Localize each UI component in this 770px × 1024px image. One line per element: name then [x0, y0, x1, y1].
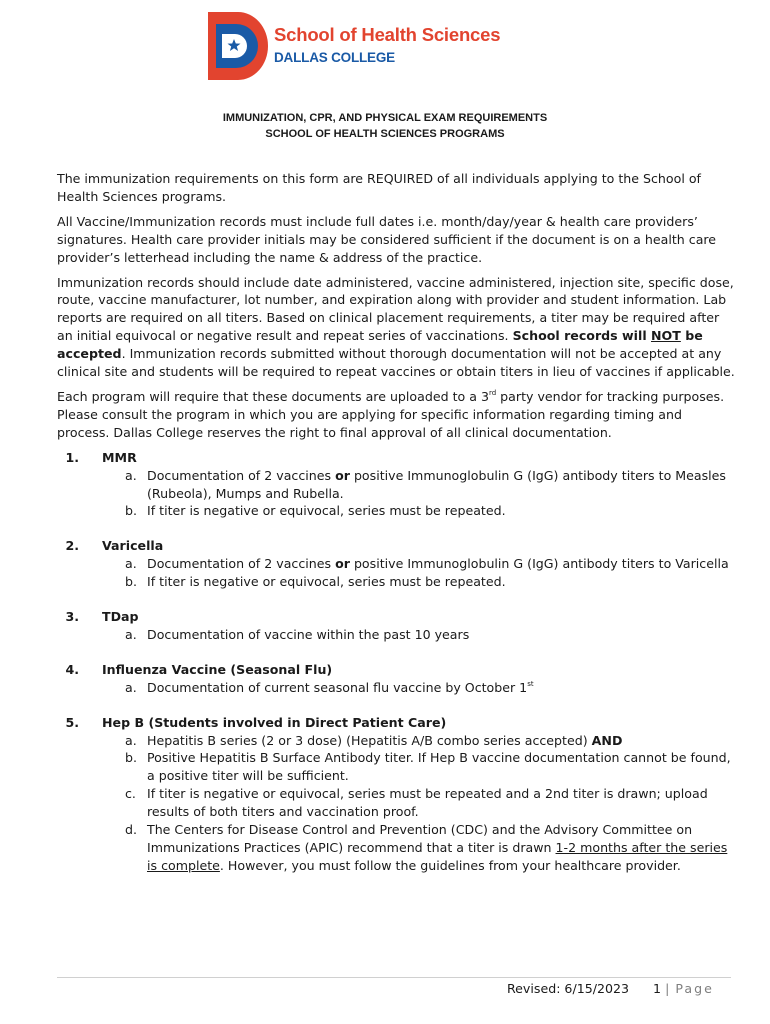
intro-paragraph: The immunization requirements on this form are REQUIRED of all individuals applying to the School of Health Sciences programs. — [57, 171, 701, 204]
requirement-hep-b: 5. Hep B (Students involved in Direct Patient Care) a. Hepatitis B series (2 or 3 dose) (Hepatitis A/B combo series accepted) AND b. Positive Hepatitis B Surface Antibody titer. If Hep B vaccine documentation cannot be found, a positive titer will be sufficient. c. If titer is negative or equivocal, series must be repeated and a 2nd titer is drawn; upload results of both titers and vaccination proof. d. The Centers for Disease Control and Prevention (CDC) and the Advisory Committee on Immunizations Practices (APIC) recommend that a titer is drawn 1-2 months after the series is complete. However, you must follow the guidelines from your healthcare provider. — [57, 714, 737, 875]
requirement-tdap: 3. TDap a. Documentation of vaccine within the past 10 years — [57, 608, 737, 644]
logo-title: School of Health Sciences — [274, 24, 501, 45]
page-number: 1 — [653, 981, 662, 996]
document-subtitle: SCHOOL OF HEALTH SCIENCES PROGRAMS — [265, 128, 505, 140]
requirement-detail: a. Documentation of vaccine within the past 10 years — [125, 626, 470, 642]
requirement-title: MMR — [102, 449, 137, 465]
requirement-influenza: 4. Influenza Vaccine (Seasonal Flu) a. Documentation of current seasonal flu vaccine by October 1st — [57, 661, 737, 697]
requirement-detail: b. Positive Hepatitis B Surface Antibody titer. If Hep B vaccine documentation cannot be found, a positive titer will be sufficient. — [125, 750, 731, 784]
logo-subtitle: DALLAS COLLEGE — [274, 50, 395, 65]
documentation-paragraph: Immunization records should include date administered, vaccine administered, injection site, specific dose, route, vaccine manufacturer, lot number, and expiration along with provider and student information. Lab reports are required on all titers. Based on clinical placement requirements, a titer may be required after an initial equivocal or negative result and repeat series of vaccinations. School records will NOT be accepted. Immunization records submitted without thorough documentation will not be accepted at any clinical site and students will be required to repeat vaccines or obtain titers in lieu of vaccines if applicable. — [57, 274, 735, 380]
requirement-detail: a. Hepatitis B series (2 or 3 dose) (Hepatitis A/B combo series accepted) AND — [125, 732, 623, 748]
requirement-detail: a. Documentation of 2 vaccines or positive Immunoglobulin G (IgG) antibody titers to Varicella — [125, 556, 729, 572]
requirement-title: Influenza Vaccine (Seasonal Flu) — [102, 661, 333, 677]
requirement-title: Hep B (Students involved in Direct Patient Care) — [102, 714, 447, 730]
requirement-title: Varicella — [102, 538, 164, 554]
document-title: IMMUNIZATION, CPR, AND PHYSICAL EXAM REQUIREMENTS — [222, 112, 548, 124]
footer-divider — [57, 977, 731, 978]
requirement-detail: a. Documentation of current seasonal flu vaccine by October 1st — [125, 679, 534, 695]
records-paragraph: All Vaccine/Immunization records must include full dates i.e. month/day/year & health care providers’ signatures. Health care provider initials may be considered sufficient if the document is on a health care provider’s letterhead including the name & address of the practice. — [57, 213, 717, 265]
requirement-varicella: 2. Varicella a. Documentation of 2 vaccines or positive Immunoglobulin G (IgG) antibody titers to Varicella b. If titer is negative or equivocal, series must be repeated. — [57, 537, 737, 591]
requirement-detail: a. Documentation of 2 vaccines or positive Immunoglobulin G (IgG) antibody titers to Measles (Rubeola), Mumps and Rubella. — [125, 467, 726, 501]
requirement-detail: d. The Centers for Disease Control and Prevention (CDC) and the Advisory Committee on Immunizations Practices (APIC) recommend that a titer is drawn 1-2 months after the series is complete. However, you must follow the guidelines from your healthcare provider. — [125, 822, 728, 873]
page-footer — [507, 979, 732, 999]
college-logo — [208, 12, 501, 82]
document-body — [57, 170, 737, 875]
requirement-detail: b. If titer is negative or equivocal, series must be repeated. — [125, 574, 506, 590]
revised-date: Revised: 6/15/2023 — [507, 981, 630, 996]
requirement-mmr: 1. MMR a. Documentation of 2 vaccines or positive Immunoglobulin G (IgG) antibody titers to Measles (Rubeola), Mumps and Rubella. b. If titer is negative or equivocal, series must be repeated. — [57, 449, 737, 521]
vendor-paragraph: Each program will require that these documents are uploaded to a 3rd party vendor for tracking purposes. Please consult the program in which you are applying for specific information regarding timing and process. Dallas College reserves the right to final approval of all clinical documentation. — [57, 388, 725, 440]
page-label: Page — [675, 981, 714, 996]
dallas-college-d-logo-icon — [208, 12, 268, 80]
requirement-title: TDap — [102, 609, 139, 625]
page-separator: | — [665, 981, 672, 996]
requirement-detail: c. If titer is negative or equivocal, series must be repeated and a 2nd titer is drawn; upload results of both titers and vaccination proof. — [125, 786, 708, 820]
requirement-detail: b. If titer is negative or equivocal, series must be repeated. — [125, 503, 506, 519]
